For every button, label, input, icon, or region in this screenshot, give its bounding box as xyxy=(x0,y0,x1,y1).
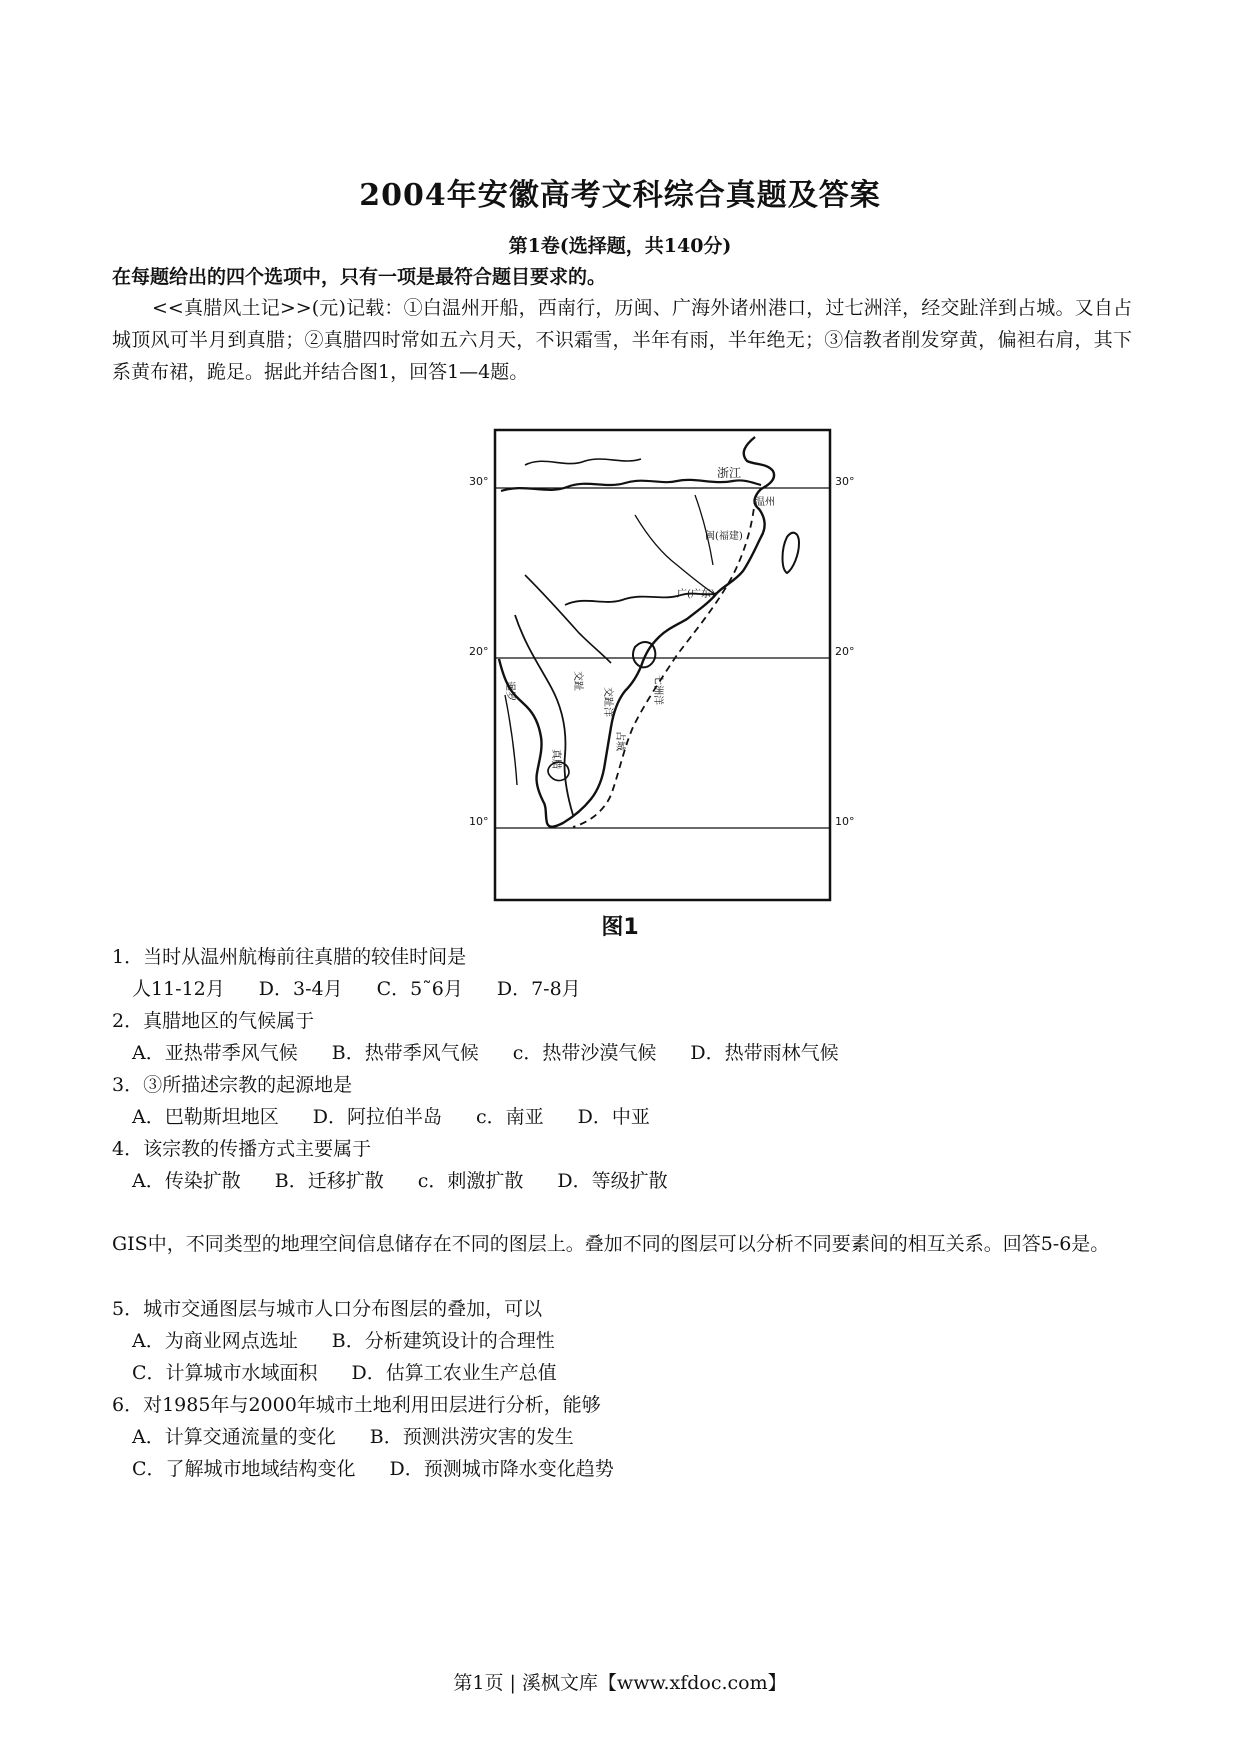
option: c．南亚 xyxy=(475,1106,544,1128)
label-guang: 广(广东) xyxy=(677,589,715,600)
question-1: 1．当时从温州航梅前往真腊的较佳时间是 xyxy=(112,946,467,968)
label-min: 闽(福建) xyxy=(705,531,743,542)
lat-label-20-right: 20° xyxy=(835,645,855,658)
red-river xyxy=(525,575,611,663)
question-2: 2．真腊地区的气候属于 xyxy=(112,1010,315,1032)
option: A．计算交通流量的变化 xyxy=(132,1426,336,1448)
voyage-route xyxy=(573,497,755,827)
option: C．计算城市水域面积 xyxy=(132,1362,318,1384)
option: D．中亚 xyxy=(577,1106,650,1128)
map-svg xyxy=(455,425,865,925)
figure-caption: 图1 xyxy=(601,915,639,940)
question-4-options xyxy=(132,1166,702,1193)
option: B．分析建筑设计的合理性 xyxy=(331,1330,555,1352)
lat-label-10-right: 10° xyxy=(835,815,855,828)
option: B．热带季风气候 xyxy=(331,1042,479,1064)
option: c．热带沙漠气候 xyxy=(512,1042,657,1064)
option: C．了解城市地域结构变化 xyxy=(132,1458,356,1480)
label-zhejiang: 浙江 xyxy=(717,466,742,480)
label-jiaozhi: 交趾 xyxy=(572,671,583,691)
question-2-options xyxy=(132,1038,873,1065)
option: A．巴勒斯坦地区 xyxy=(132,1106,279,1128)
question-5-options-row2 xyxy=(132,1358,591,1385)
option: A．为商业网点选址 xyxy=(132,1330,298,1352)
label-zhenla: 真腊 xyxy=(550,749,561,769)
instruction-text: 在每题给出的四个选项中，只有一项是最符合题目要求的。 xyxy=(112,266,607,288)
label-jiaozhi-sea: 交趾洋 xyxy=(602,687,613,717)
question-6-options-row1 xyxy=(132,1422,608,1449)
option: D．热带雨林气候 xyxy=(690,1042,839,1064)
lat-label-20-left: 20° xyxy=(469,645,489,658)
lat-label-30-left: 30° xyxy=(469,475,489,488)
question-5: 5．城市交通图层与城市人口分布图层的叠加，可以 xyxy=(112,1298,543,1320)
label-xianluo: 暹罗 xyxy=(504,681,515,701)
option: D．7-8月 xyxy=(496,978,581,1000)
option: c．刺激扩散 xyxy=(417,1170,524,1192)
mekong-river xyxy=(515,615,573,815)
question-6: 6．对1985年与2000年城市土地利用田层进行分析，能够 xyxy=(112,1394,601,1416)
page-title: 2004年安徽高考文科综合真题及答案 xyxy=(359,178,881,213)
river-north xyxy=(525,459,641,465)
hainan-island xyxy=(633,642,655,667)
coastline xyxy=(499,437,774,827)
tributary-1 xyxy=(635,515,713,593)
question-5-options-row1 xyxy=(132,1326,589,1353)
lat-label-10-left: 10° xyxy=(469,815,489,828)
option: D．3-4月 xyxy=(258,978,343,1000)
page-footer: 第1页 | 溪枫文库【www.xfdoc.com】 xyxy=(453,1672,787,1694)
option: A．亚热带季风气候 xyxy=(132,1042,298,1064)
intro-paragraph: <<真腊风土记>>(元)记载：①白温州开船，西南行，历闽、广海外诸州港口，过七洲洋，经交趾洋到占城。又自占城顶风可半月到真腊；②真腊四时常如五六月天，不识霜雪，半年有雨，半年绝无；③信教者削发穿黄，偏袒右肩，其下系黄布裙，跪足。据此并结合图1，回答1—4题。 xyxy=(112,297,1132,383)
map-frame xyxy=(495,430,830,900)
option: C．5˜6月 xyxy=(376,978,463,1000)
label-qizhou-sea: 七洲洋 xyxy=(652,675,663,705)
yangtze-river xyxy=(501,480,761,491)
question-3-options xyxy=(132,1102,684,1129)
gis-intro: GIS中，不同类型的地理空间信息储存在不同的图层上。叠加不同的图层可以分析不同要素间的相互关系。回答5-6是。 xyxy=(112,1233,1110,1255)
question-6-options-row2 xyxy=(132,1454,648,1481)
map-figure xyxy=(455,425,865,945)
label-wenzhou: 温州 xyxy=(755,497,775,508)
option: B．迁移扩散 xyxy=(274,1170,384,1192)
section-subtitle: 第1卷(选择题，共140分) xyxy=(508,235,732,257)
option: D．预测城市降水变化趋势 xyxy=(389,1458,614,1480)
question-4: 4．该宗教的传播方式主要属于 xyxy=(112,1138,372,1160)
option: B．预测洪涝灾害的发生 xyxy=(369,1426,574,1448)
label-zhancheng: 占城 xyxy=(614,731,625,751)
question-3: 3．③所描述宗教的起源地是 xyxy=(112,1074,353,1096)
lat-label-30-right: 30° xyxy=(835,475,855,488)
chao-phraya-river xyxy=(505,695,517,785)
option: 人11-12月 xyxy=(132,978,225,1000)
option: D．阿拉伯半岛 xyxy=(312,1106,442,1128)
taiwan-island xyxy=(783,533,800,573)
question-1-options xyxy=(132,974,615,1001)
option: A．传染扩散 xyxy=(132,1170,241,1192)
option: D．等级扩散 xyxy=(557,1170,668,1192)
option: D．估算工农业生产总值 xyxy=(351,1362,557,1384)
tributary-2 xyxy=(695,495,713,565)
label-jiaozhi-vertical xyxy=(572,671,585,691)
